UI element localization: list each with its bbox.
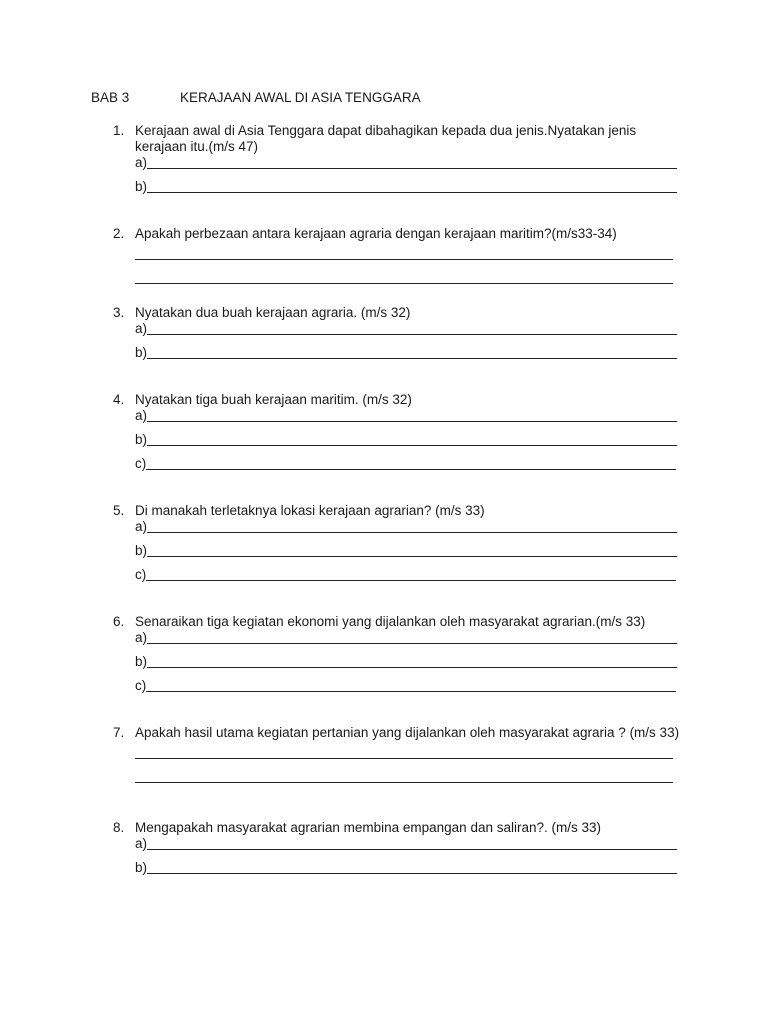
answer-line-c[interactable] [135,559,683,583]
question-7 [113,725,683,785]
answer-line-1[interactable] [135,741,683,761]
question-text: Mengapakah masyarakat agrarian membina empangan dan saliran?. (m/s 33) [135,820,602,835]
chapter-label: BAB 3 [91,90,130,105]
answer-rule[interactable] [147,168,677,169]
answer-line-c[interactable] [135,448,683,472]
answer-line-2[interactable] [135,761,683,785]
question-number: 7. [113,725,125,740]
answer-rule[interactable] [147,643,677,644]
answer-line-a[interactable] [135,321,683,337]
chapter-title: KERAJAAN AWAL DI ASIA TENGGARA [180,90,421,105]
answer-line-b[interactable] [135,646,683,670]
question-4 [113,392,683,472]
answer-label: b) [135,860,148,875]
question-number: 1. [113,123,125,138]
question-number: 6. [113,614,125,629]
question-text: Nyatakan dua buah kerajaan agraria. (m/s 32) [135,305,411,320]
question-2 [113,226,683,286]
answer-rule[interactable] [147,358,677,359]
answer-rule[interactable] [147,849,677,850]
answer-label: c) [135,567,147,582]
answer-line-2[interactable] [135,262,683,286]
answer-label: a) [135,321,148,336]
answer-rule[interactable] [135,283,673,284]
question-3 [113,305,683,361]
answer-rule[interactable] [146,691,676,692]
question-5 [113,503,683,583]
question-number: 3. [113,305,125,320]
answer-label: c) [135,456,147,471]
worksheet-header [91,90,421,105]
question-6 [113,614,683,694]
answer-rule[interactable] [147,421,677,422]
answer-label: a) [135,836,148,851]
answer-label: b) [135,654,148,669]
answer-line-a[interactable] [135,836,683,852]
answer-rule[interactable] [135,259,673,260]
question-number: 8. [113,820,125,835]
answer-label: a) [135,630,148,645]
answer-line-b[interactable] [135,337,683,361]
answer-rule[interactable] [147,445,677,446]
answer-rule[interactable] [147,556,677,557]
answer-line-c[interactable] [135,670,683,694]
answer-label: c) [135,678,147,693]
answer-rule[interactable] [146,580,676,581]
answer-line-a[interactable] [135,408,683,424]
question-text: Di manakah terletaknya lokasi kerajaan agrarian? (m/s 33) [135,503,485,518]
question-text: Nyatakan tiga buah kerajaan maritim. (m/s 32) [135,392,412,407]
answer-label: b) [135,432,148,447]
answer-label: a) [135,408,148,423]
answer-label: b) [135,179,148,194]
answer-line-b[interactable] [135,535,683,559]
answer-rule[interactable] [146,469,676,470]
answer-label: b) [135,543,148,558]
answer-rule[interactable] [147,192,677,193]
answer-label: a) [135,519,148,534]
question-number: 5. [113,503,125,518]
answer-line-b[interactable] [135,424,683,448]
answer-line-b[interactable] [135,171,683,195]
answer-label: a) [135,155,148,170]
question-1 [113,123,683,195]
question-number: 4. [113,392,125,407]
question-text: Senaraikan tiga kegiatan ekonomi yang dijalankan oleh masyarakat agrarian.(m/s 33) [135,614,646,629]
question-text: Apakah hasil utama kegiatan pertanian yang dijalankan oleh masyarakat agraria ? (m/s 33) [135,725,680,740]
answer-line-1[interactable] [135,242,683,262]
answer-line-b[interactable] [135,852,683,876]
question-text: Apakah perbezaan antara kerajaan agraria dengan kerajaan maritim?(m/s33-34) [135,226,617,241]
answer-rule[interactable] [147,667,677,668]
answer-rule[interactable] [135,758,673,759]
answer-rule[interactable] [135,782,673,783]
question-8 [113,820,683,876]
answer-rule[interactable] [147,873,677,874]
answer-rule[interactable] [147,532,677,533]
answer-line-a[interactable] [135,155,683,171]
answer-line-a[interactable] [135,630,683,646]
answer-rule[interactable] [147,334,677,335]
question-number: 2. [113,226,125,241]
question-text: Kerajaan awal di Asia Tenggara dapat dibahagikan kepada dua jenis.Nyatakan jenis kerajaan itu.(m/s 47) [135,123,637,154]
answer-line-a[interactable] [135,519,683,535]
answer-label: b) [135,345,148,360]
